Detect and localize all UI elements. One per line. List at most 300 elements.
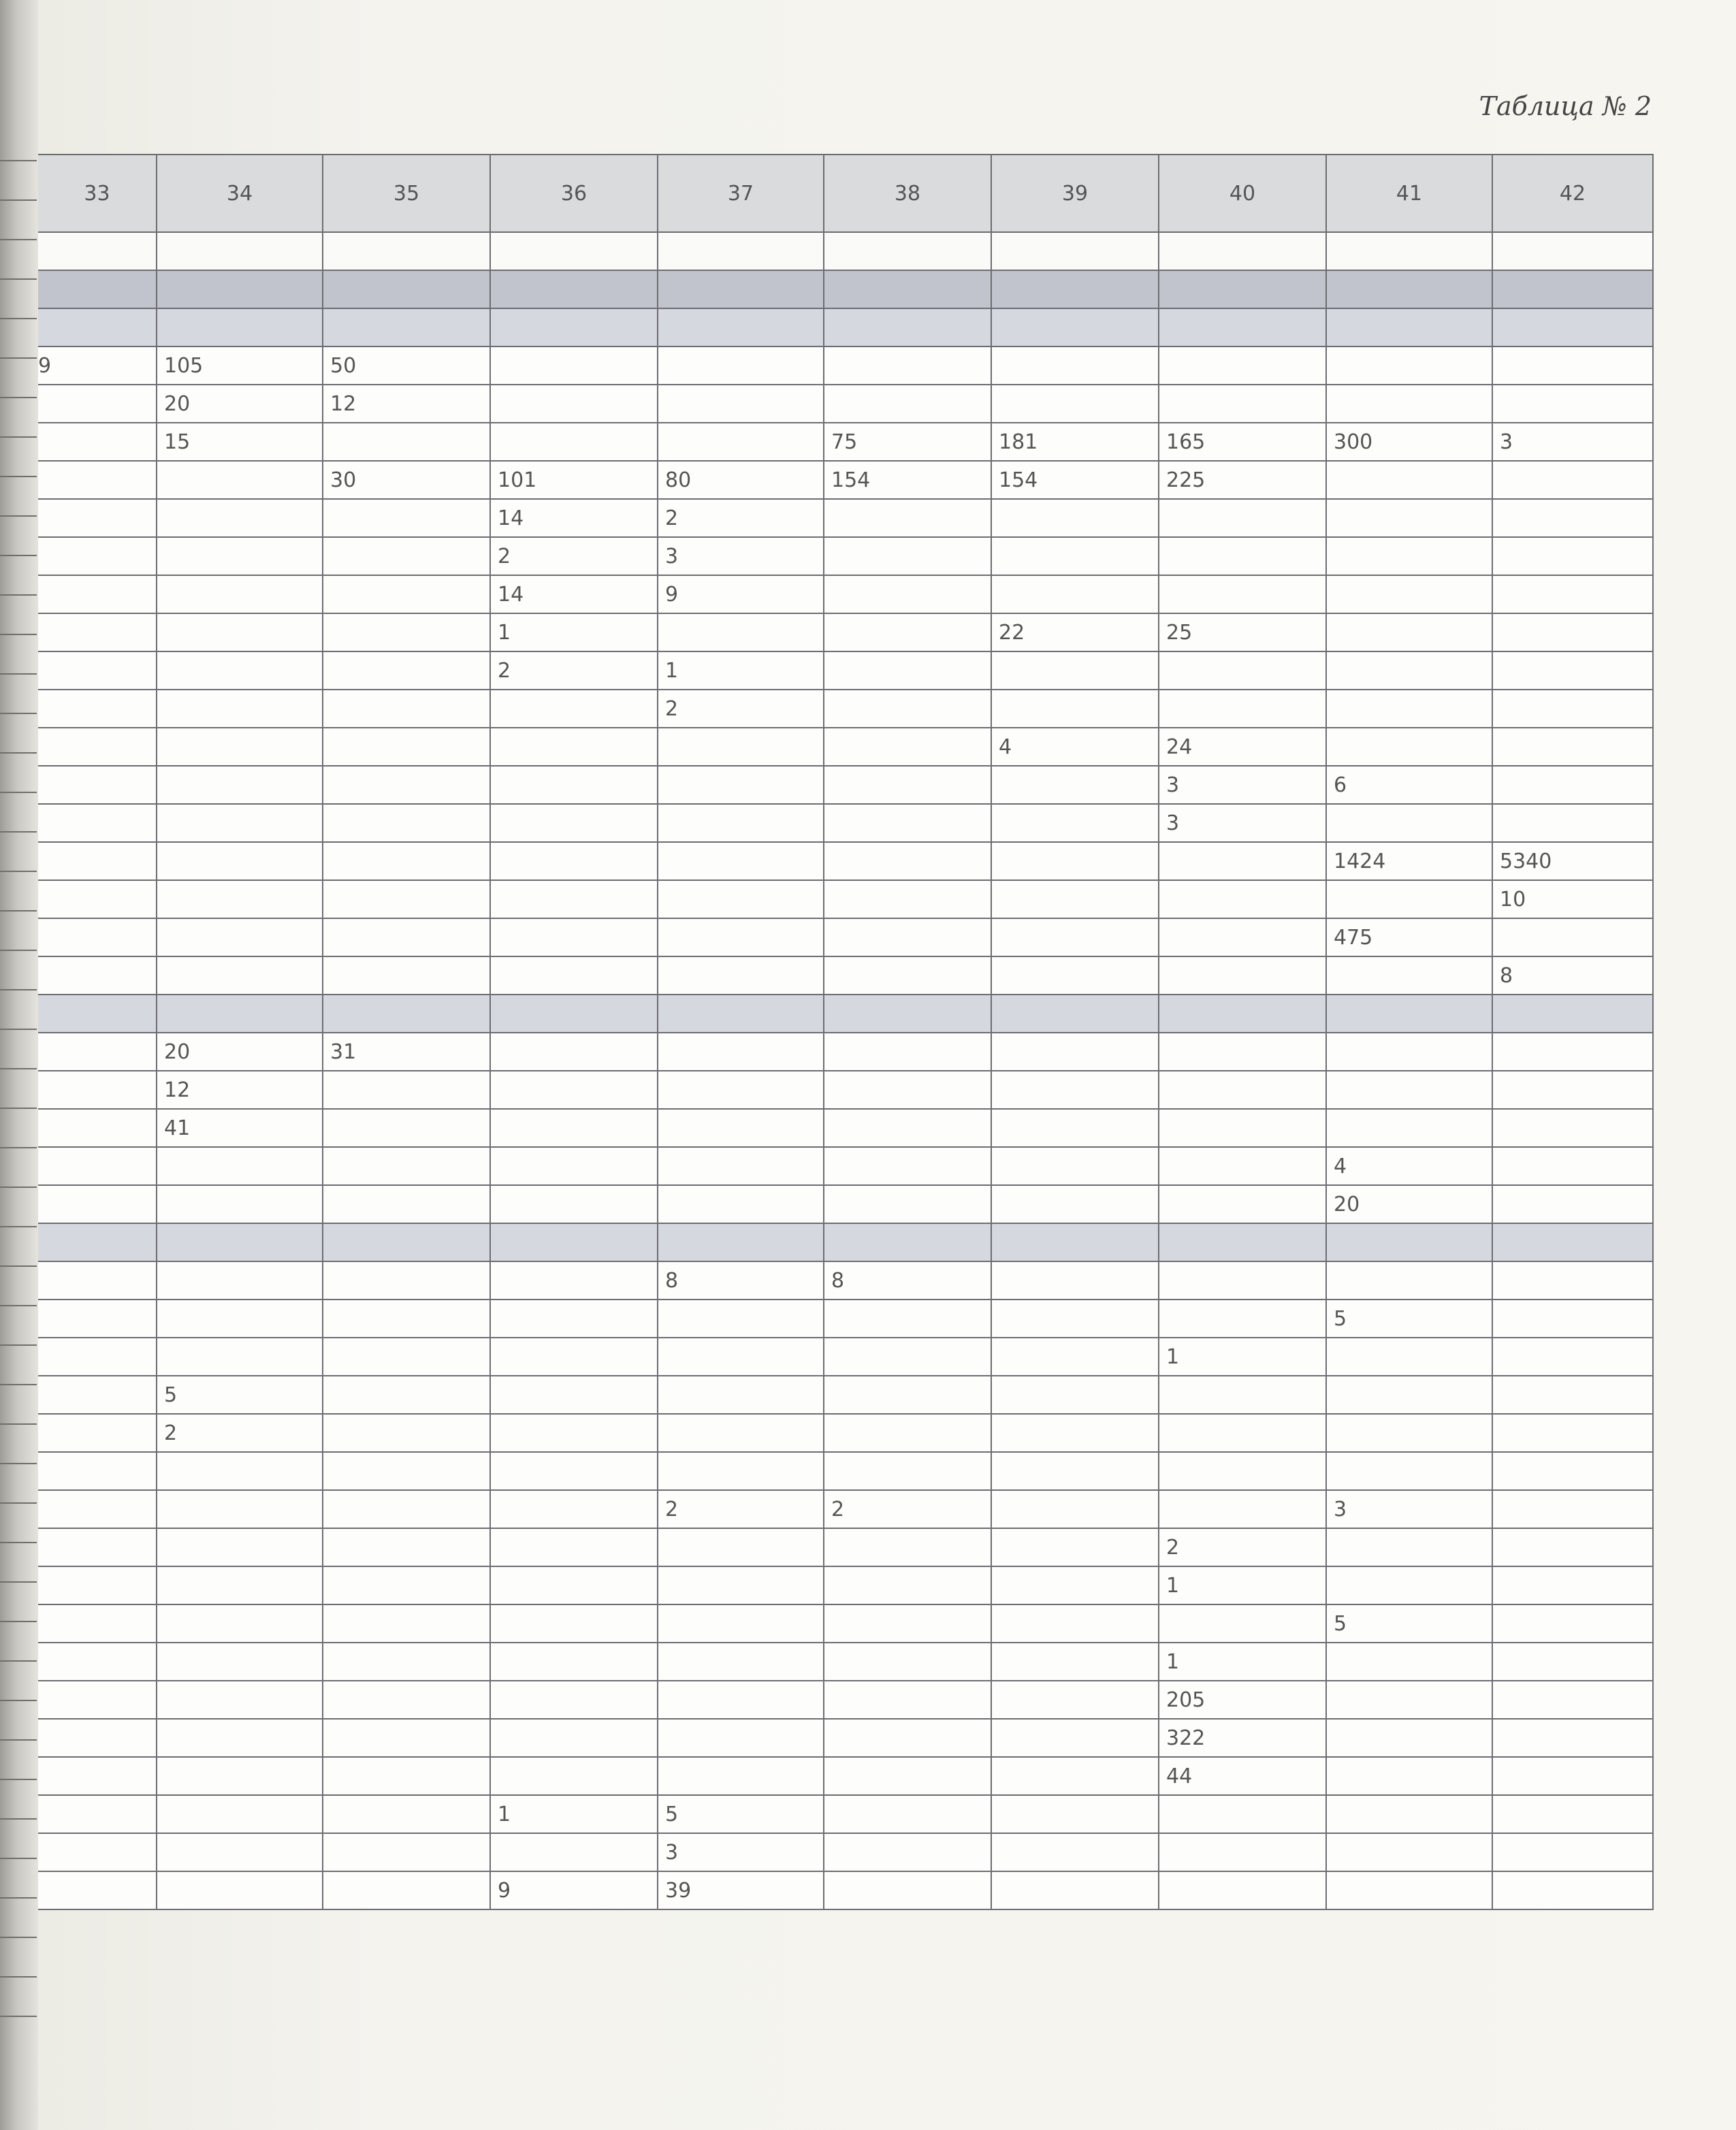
table-row xyxy=(38,461,1653,499)
table-cell xyxy=(1492,1261,1653,1300)
table-cell xyxy=(323,613,490,651)
table-cell xyxy=(658,232,824,270)
table-cell xyxy=(157,918,323,956)
table-cell xyxy=(323,651,490,690)
table-cell xyxy=(323,1566,490,1604)
table-cell xyxy=(658,1604,824,1643)
table-cell xyxy=(824,1414,991,1452)
table-cell xyxy=(1159,232,1326,270)
table-row xyxy=(38,346,1653,385)
table-cell xyxy=(991,766,1159,804)
table-cell xyxy=(38,613,157,651)
table-cell: 80 xyxy=(658,461,824,499)
table-cell xyxy=(1159,575,1326,613)
table-row xyxy=(38,1490,1653,1528)
table-cell xyxy=(490,270,658,308)
table-cell xyxy=(1492,270,1653,308)
table-cell xyxy=(1159,499,1326,537)
table-row xyxy=(38,575,1653,613)
table-cell xyxy=(1159,346,1326,385)
table-cell xyxy=(490,690,658,728)
table-cell xyxy=(1492,385,1653,423)
table-cell xyxy=(1326,346,1492,385)
table-cell xyxy=(490,385,658,423)
table-cell xyxy=(824,385,991,423)
table-cell xyxy=(658,270,824,308)
table-cell xyxy=(157,1643,323,1681)
table-cell xyxy=(658,766,824,804)
table-cell xyxy=(323,1185,490,1223)
table-cell: 25 xyxy=(1159,613,1326,651)
table-cell: 4 xyxy=(1326,1147,1492,1185)
table-cell: 5 xyxy=(1326,1300,1492,1338)
table-cell xyxy=(991,270,1159,308)
table-cell: 20 xyxy=(157,385,323,423)
table-row xyxy=(38,1566,1653,1604)
table-cell xyxy=(1159,842,1326,880)
table-cell: 3 xyxy=(1159,804,1326,842)
table-cell xyxy=(1492,918,1653,956)
table-cell xyxy=(38,842,157,880)
table-cell xyxy=(323,1871,490,1909)
table-cell xyxy=(38,728,157,766)
table-cell: 3 xyxy=(1159,766,1326,804)
table-cell xyxy=(1159,1185,1326,1223)
table-cell xyxy=(157,232,323,270)
table-cell xyxy=(658,1033,824,1071)
table-cell xyxy=(824,1795,991,1833)
table-cell xyxy=(1492,651,1653,690)
table-cell xyxy=(1326,1833,1492,1871)
table-cell xyxy=(1326,1033,1492,1071)
table-cell xyxy=(38,1566,157,1604)
section-band-row xyxy=(38,232,1653,270)
table-cell xyxy=(1326,308,1492,346)
table-cell xyxy=(1492,499,1653,537)
table-row xyxy=(38,1719,1653,1757)
table-cell xyxy=(490,918,658,956)
table-cell xyxy=(658,728,824,766)
table-cell xyxy=(157,1681,323,1719)
table-cell xyxy=(824,1300,991,1338)
table-cell xyxy=(824,1681,991,1719)
table-cell xyxy=(1326,1414,1492,1452)
table-cell xyxy=(38,1871,157,1909)
table-cell xyxy=(658,1452,824,1490)
table-cell xyxy=(991,690,1159,728)
table-cell xyxy=(1492,1490,1653,1528)
table-cell xyxy=(1492,1185,1653,1223)
table-cell xyxy=(658,1223,824,1261)
table-cell xyxy=(1492,766,1653,804)
table-cell xyxy=(1159,1033,1326,1071)
table-cell xyxy=(323,575,490,613)
table-cell: 154 xyxy=(824,461,991,499)
table-cell xyxy=(490,1490,658,1528)
table-cell xyxy=(1326,1719,1492,1757)
table-cell xyxy=(1492,1300,1653,1338)
table-cell xyxy=(824,232,991,270)
table-cell xyxy=(157,1757,323,1795)
table-cell xyxy=(1326,1643,1492,1681)
table-cell xyxy=(323,1643,490,1681)
table-cell xyxy=(824,1223,991,1261)
table-cell xyxy=(991,995,1159,1033)
table-cell: 31 xyxy=(323,1033,490,1071)
table-cell xyxy=(991,1147,1159,1185)
table-cell: 20 xyxy=(1326,1185,1492,1223)
table-cell xyxy=(991,537,1159,575)
table-cell xyxy=(323,995,490,1033)
table-cell xyxy=(38,1147,157,1185)
table-cell xyxy=(157,575,323,613)
table-cell xyxy=(658,1376,824,1414)
table-cell xyxy=(991,956,1159,995)
table-cell xyxy=(323,728,490,766)
table-cell: 2 xyxy=(824,1490,991,1528)
table-cell xyxy=(824,1147,991,1185)
table-cell xyxy=(490,1261,658,1300)
table-cell xyxy=(157,1223,323,1261)
table-cell xyxy=(991,1795,1159,1833)
table-cell: 14 xyxy=(490,575,658,613)
table-cell xyxy=(991,1833,1159,1871)
table-cell xyxy=(824,1719,991,1757)
table-cell xyxy=(157,1719,323,1757)
table-cell xyxy=(157,1261,323,1300)
table-cell xyxy=(490,1566,658,1604)
table-cell: 2 xyxy=(658,1490,824,1528)
table-cell xyxy=(824,1185,991,1223)
table-cell xyxy=(323,880,490,918)
table-cell: 9 xyxy=(490,1871,658,1909)
table-row xyxy=(38,1414,1653,1452)
table-cell: 8 xyxy=(1492,956,1653,995)
table-row xyxy=(38,613,1653,651)
table-cell xyxy=(323,423,490,461)
table-row xyxy=(38,880,1653,918)
table-cell xyxy=(1159,537,1326,575)
table-cell xyxy=(1159,1223,1326,1261)
table-cell xyxy=(991,232,1159,270)
table-cell xyxy=(1159,385,1326,423)
table-cell xyxy=(38,1338,157,1376)
table-cell: 2 xyxy=(157,1414,323,1452)
table-cell xyxy=(323,537,490,575)
table-row xyxy=(38,423,1653,461)
table-cell xyxy=(1326,1376,1492,1414)
column-header-36: 36 xyxy=(490,155,658,232)
table-cell xyxy=(323,1757,490,1795)
table-cell xyxy=(824,270,991,308)
column-header-35: 35 xyxy=(323,155,490,232)
table-cell xyxy=(658,308,824,346)
table-cell xyxy=(1326,651,1492,690)
table-cell xyxy=(1492,1033,1653,1071)
table-cell xyxy=(38,1033,157,1071)
table-cell: 39 xyxy=(658,1871,824,1909)
table-cell xyxy=(824,766,991,804)
table-cell xyxy=(38,1528,157,1566)
table-cell xyxy=(490,308,658,346)
table-cell xyxy=(991,1223,1159,1261)
table-cell xyxy=(157,1833,323,1871)
table-cell xyxy=(658,1528,824,1566)
table-cell xyxy=(1326,499,1492,537)
table-cell xyxy=(157,1604,323,1643)
table-cell xyxy=(1492,1338,1653,1376)
table-cell xyxy=(658,918,824,956)
table-cell xyxy=(490,995,658,1033)
table-cell: 41 xyxy=(157,1109,323,1147)
table-cell xyxy=(824,1033,991,1071)
table-cell xyxy=(991,1604,1159,1643)
table-cell xyxy=(323,1490,490,1528)
table-cell xyxy=(991,499,1159,537)
table-cell xyxy=(323,1338,490,1376)
table-row xyxy=(38,537,1653,575)
table-cell xyxy=(991,880,1159,918)
table-cell: 225 xyxy=(1159,461,1326,499)
table-cell xyxy=(1159,1376,1326,1414)
table-cell xyxy=(991,1300,1159,1338)
table-cell xyxy=(1159,1833,1326,1871)
table-cell xyxy=(323,270,490,308)
table-cell: 1 xyxy=(1159,1338,1326,1376)
table-cell: 300 xyxy=(1326,423,1492,461)
table-cell xyxy=(1159,270,1326,308)
table-cell xyxy=(658,1338,824,1376)
table-cell xyxy=(991,1643,1159,1681)
table-cell xyxy=(1326,270,1492,308)
table-cell xyxy=(1159,1452,1326,1490)
table-cell xyxy=(490,1452,658,1490)
table-cell xyxy=(824,918,991,956)
table-cell xyxy=(991,1261,1159,1300)
table-cell xyxy=(157,804,323,842)
table-cell xyxy=(1326,232,1492,270)
table-cell xyxy=(157,1566,323,1604)
table-cell xyxy=(824,308,991,346)
table-cell xyxy=(658,956,824,995)
table-cell xyxy=(1492,1566,1653,1604)
table-cell xyxy=(490,1147,658,1185)
table-cell xyxy=(1492,613,1653,651)
table-cell xyxy=(824,651,991,690)
table-cell xyxy=(824,1528,991,1566)
table-row xyxy=(38,1071,1653,1109)
table-cell xyxy=(658,880,824,918)
table-cell xyxy=(1326,1071,1492,1109)
table-cell xyxy=(1492,1528,1653,1566)
table-cell: 1 xyxy=(490,1795,658,1833)
table-cell xyxy=(1492,575,1653,613)
table-cell: 12 xyxy=(323,385,490,423)
table-cell xyxy=(1159,956,1326,995)
table-cell xyxy=(157,842,323,880)
table-cell xyxy=(824,1376,991,1414)
table-cell xyxy=(38,651,157,690)
table-caption: Таблица № 2 xyxy=(1479,91,1652,121)
table-cell xyxy=(157,499,323,537)
table-row xyxy=(38,1757,1653,1795)
table-cell xyxy=(157,613,323,651)
table-cell xyxy=(323,766,490,804)
table-cell xyxy=(490,423,658,461)
table-cell xyxy=(38,1681,157,1719)
table-cell xyxy=(323,1376,490,1414)
data-table xyxy=(38,154,1654,1910)
table-cell xyxy=(1159,918,1326,956)
table-cell xyxy=(658,1719,824,1757)
table-cell xyxy=(991,918,1159,956)
table-cell xyxy=(824,1452,991,1490)
table-cell: 1 xyxy=(490,613,658,651)
table-cell xyxy=(490,804,658,842)
table-cell xyxy=(323,232,490,270)
table-cell xyxy=(658,346,824,385)
table-cell xyxy=(323,1261,490,1300)
table-cell xyxy=(157,995,323,1033)
table-cell xyxy=(1326,1795,1492,1833)
table-cell xyxy=(824,1757,991,1795)
table-cell xyxy=(157,461,323,499)
table-cell xyxy=(157,880,323,918)
table-cell xyxy=(323,1528,490,1566)
table-cell xyxy=(824,995,991,1033)
table-cell xyxy=(157,270,323,308)
table-cell xyxy=(1492,232,1653,270)
table-cell xyxy=(157,651,323,690)
table-cell xyxy=(323,1833,490,1871)
table-cell xyxy=(1492,346,1653,385)
table-row xyxy=(38,1871,1653,1909)
table-cell xyxy=(323,1300,490,1338)
table-cell xyxy=(38,1643,157,1681)
table-cell xyxy=(323,804,490,842)
table-cell xyxy=(824,956,991,995)
table-cell xyxy=(490,1223,658,1261)
table-cell: 5 xyxy=(157,1376,323,1414)
table-cell xyxy=(323,1604,490,1643)
table-cell xyxy=(1492,1719,1653,1757)
table-cell xyxy=(38,1376,157,1414)
table-cell xyxy=(490,1643,658,1681)
table-cell xyxy=(490,1033,658,1071)
table-cell xyxy=(38,804,157,842)
table-cell xyxy=(490,1300,658,1338)
table-cell xyxy=(658,1414,824,1452)
table-row xyxy=(38,1338,1653,1376)
table-cell xyxy=(1159,651,1326,690)
table-cell xyxy=(991,1757,1159,1795)
table-cell xyxy=(1492,537,1653,575)
table-cell xyxy=(991,385,1159,423)
table-cell: 3 xyxy=(1492,423,1653,461)
table-cell: 322 xyxy=(1159,1719,1326,1757)
table-cell xyxy=(658,613,824,651)
table-cell xyxy=(1326,1338,1492,1376)
table-cell xyxy=(38,575,157,613)
section-band-row xyxy=(38,1223,1653,1261)
table-cell xyxy=(157,728,323,766)
table-cell xyxy=(1159,995,1326,1033)
table-cell xyxy=(824,1109,991,1147)
table-cell xyxy=(490,1528,658,1566)
table-cell xyxy=(1326,880,1492,918)
table-cell xyxy=(1326,1452,1492,1490)
table-cell xyxy=(991,1109,1159,1147)
table-cell xyxy=(38,1185,157,1223)
table-cell xyxy=(658,842,824,880)
table-cell xyxy=(991,1452,1159,1490)
table-cell: 2 xyxy=(658,690,824,728)
table-cell xyxy=(1326,804,1492,842)
table-cell xyxy=(323,1223,490,1261)
table-cell xyxy=(490,1833,658,1871)
table-cell xyxy=(490,1757,658,1795)
table-cell xyxy=(38,766,157,804)
table-cell xyxy=(658,1071,824,1109)
table-row xyxy=(38,1643,1653,1681)
table-cell xyxy=(490,1376,658,1414)
table-row xyxy=(38,842,1653,880)
table-cell xyxy=(1159,1490,1326,1528)
table-cell xyxy=(157,308,323,346)
table-cell: 20 xyxy=(157,1033,323,1071)
table-cell xyxy=(157,956,323,995)
binding-row-marks xyxy=(0,0,37,2130)
table-cell xyxy=(824,728,991,766)
table-cell xyxy=(1159,1147,1326,1185)
table-cell xyxy=(38,537,157,575)
table-cell xyxy=(490,766,658,804)
table-cell xyxy=(38,1490,157,1528)
table-cell: 15 xyxy=(157,423,323,461)
table-cell: 10 xyxy=(1492,880,1653,918)
table-cell: 3 xyxy=(658,1833,824,1871)
table-cell xyxy=(490,842,658,880)
table-cell xyxy=(157,1338,323,1376)
table-cell: 44 xyxy=(1159,1757,1326,1795)
table-cell xyxy=(824,842,991,880)
table-cell xyxy=(1159,1261,1326,1300)
table-cell xyxy=(1492,1147,1653,1185)
table-cell xyxy=(1492,308,1653,346)
table-cell xyxy=(991,1376,1159,1414)
table-cell xyxy=(824,804,991,842)
table-cell xyxy=(991,804,1159,842)
table-cell: 2 xyxy=(658,499,824,537)
table-cell: 5 xyxy=(1326,1604,1492,1643)
table-cell xyxy=(323,1681,490,1719)
table-cell xyxy=(38,1757,157,1795)
table-cell xyxy=(991,308,1159,346)
table-cell: 105 xyxy=(157,346,323,385)
table-cell xyxy=(38,995,157,1033)
table-cell: 2 xyxy=(1159,1528,1326,1566)
table-cell xyxy=(1159,1604,1326,1643)
table-cell xyxy=(824,1643,991,1681)
table-cell xyxy=(38,1223,157,1261)
table-cell xyxy=(991,651,1159,690)
table-cell xyxy=(824,575,991,613)
table-row xyxy=(38,1109,1653,1147)
table-cell xyxy=(824,1338,991,1376)
table-row xyxy=(38,1376,1653,1414)
table-cell xyxy=(38,499,157,537)
table-cell xyxy=(323,1795,490,1833)
